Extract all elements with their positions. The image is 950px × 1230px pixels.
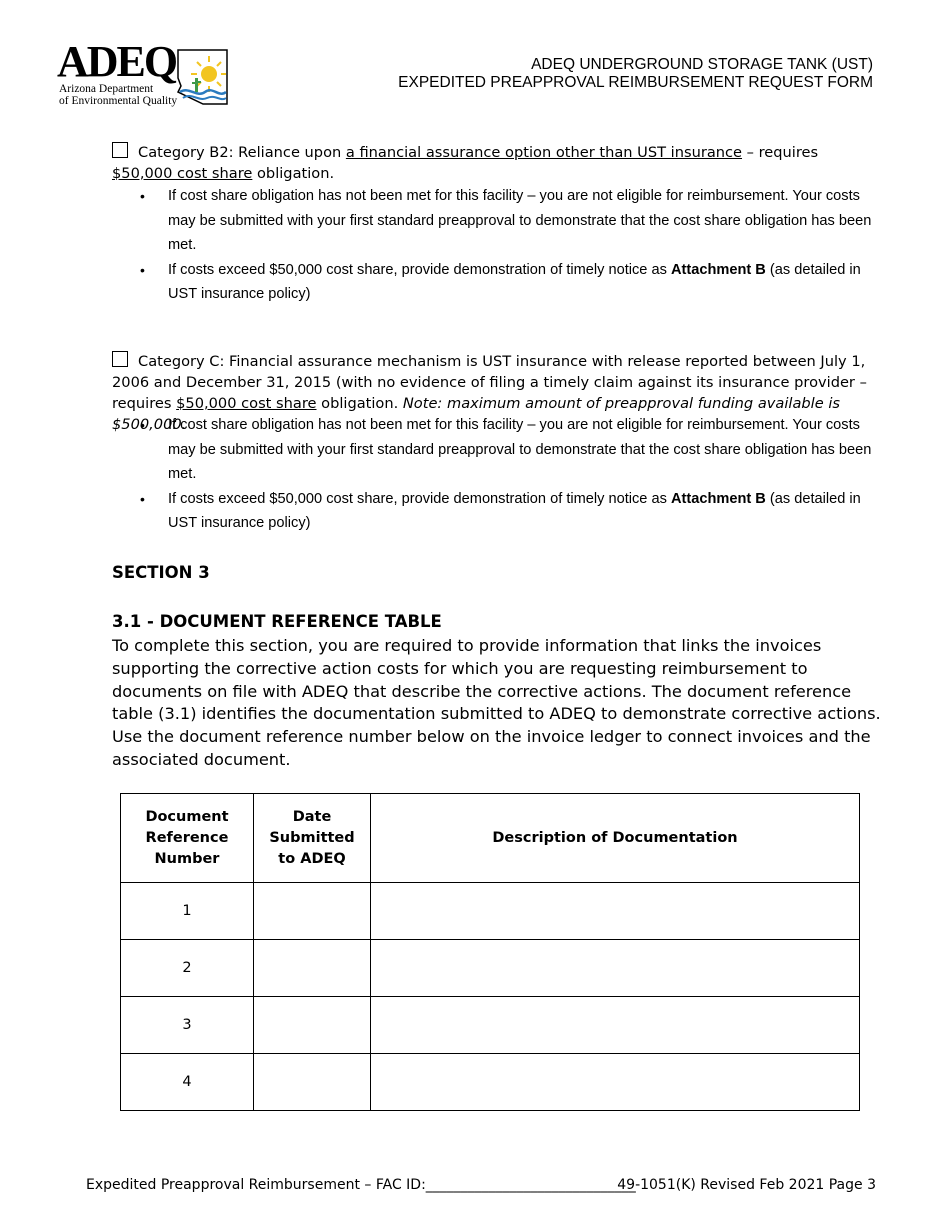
section-intro-text: To complete this section, you are required to provide information that links the invoices supporting the corrective action costs for which you are requesting reimbursement to documents on file with ADEQ that describe the corrective actions. The document reference table (3.1) identifies the documentation submitted to ADEQ to demonstrate corrective actions. Use the document reference number below on the invoice ledger to connect invoices and the associated document. [112, 636, 881, 769]
document-reference-table [120, 793, 860, 1111]
table-row [121, 940, 860, 997]
list-item: • If cost share obligation has not been met for this facility – you are not eligible for reimbursement. Your costs may be submitted with your first standard preapproval to demonstrate that the cost share obligation has been met. [140, 413, 880, 487]
document-number-cell: 3 [121, 997, 254, 1054]
table-row [121, 997, 860, 1054]
table-header-row [121, 794, 860, 883]
table-heading: 3.1 - DOCUMENT REFERENCE TABLE [112, 612, 442, 631]
adeq-logo [57, 37, 229, 108]
description-cell[interactable] [371, 940, 860, 997]
category-b2-paragraph: Category B2: Reliance upon a financial assurance option other than UST insurance – requires $50,000 cost share obligation. [112, 144, 819, 182]
section-heading: SECTION 3 [112, 563, 210, 582]
list-item: • If cost share obligation has not been met for this facility – you are not eligible for reimbursement. Your costs may be submitted with your first standard preapproval to demonstrate that the cost share obligation has been met. [140, 184, 880, 258]
logo-subtitle: Arizona Department of Environmental Quality [59, 83, 178, 107]
category-b2-bullets [140, 184, 880, 307]
table-row [121, 883, 860, 940]
table-row [121, 1054, 860, 1111]
date-cell[interactable] [254, 997, 371, 1054]
document-number-cell: 2 [121, 940, 254, 997]
footer-form-number: 49-1051(K) Revised Feb 2021 Page 3 [617, 1177, 876, 1193]
description-cell[interactable] [371, 883, 860, 940]
category-b2-checkbox[interactable] [112, 142, 128, 158]
form-header-title: ADEQ UNDERGROUND STORAGE TANK (UST) EXPEDITED PREAPPROVAL REIMBURSEMENT REQUEST FORM [398, 56, 873, 91]
list-item: • If costs exceed $50,000 cost share, provide demonstration of timely notice as Attachment B (as detailed in UST insurance policy) [140, 258, 880, 307]
category-c-paragraph: Category C: Financial assurance mechanism is UST insurance with release reported between July 1, 2006 and December 31, 2015 (with no evidence of filing a timely claim against its insurance provider – requires $50,000 cost share obligation. Note: maximum amount of preapproval funding available is $500,000. [112, 353, 867, 433]
column-header-date: Date Submitted to ADEQ [254, 794, 371, 883]
date-cell[interactable] [254, 1054, 371, 1111]
page-footer [86, 1177, 876, 1193]
column-header-description: Description of Documentation [371, 794, 860, 883]
logo-wordmark: ADEQ [57, 37, 177, 86]
list-item: • If costs exceed $50,000 cost share, provide demonstration of timely notice as Attachment B (as detailed in UST insurance policy) [140, 487, 880, 536]
category-c-bullets [140, 413, 880, 536]
column-header-number: Document Reference Number [121, 794, 254, 883]
document-number-cell: 4 [121, 1054, 254, 1111]
description-cell[interactable] [371, 997, 860, 1054]
document-number-cell: 1 [121, 883, 254, 940]
footer-fac-id: Expedited Preapproval Reimbursement – FAC ID:______________________________ [86, 1177, 636, 1193]
category-c-checkbox[interactable] [112, 351, 128, 367]
description-cell[interactable] [371, 1054, 860, 1111]
date-cell[interactable] [254, 883, 371, 940]
arizona-state-icon [175, 48, 229, 106]
date-cell[interactable] [254, 940, 371, 997]
